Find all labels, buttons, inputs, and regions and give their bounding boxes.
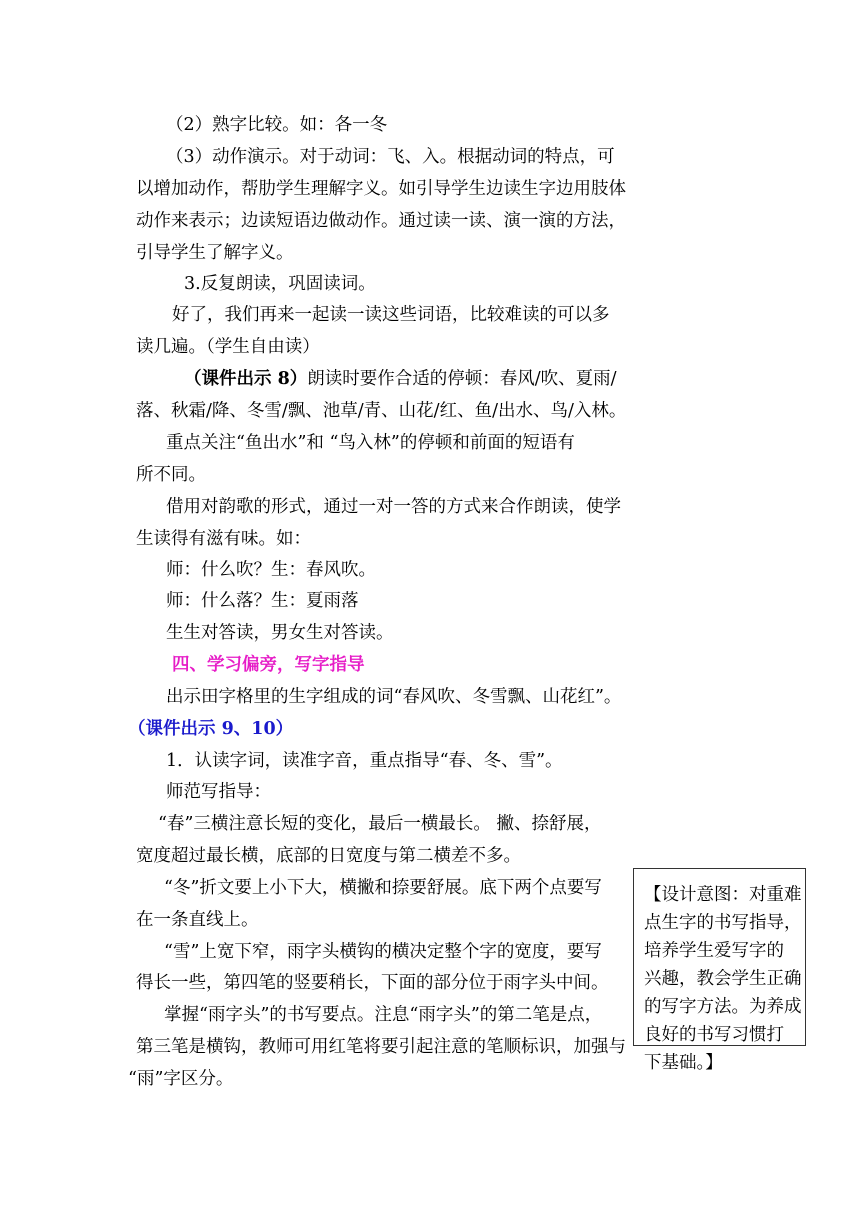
paragraph: 好了，我们再来一起读一读这些词语，比较难读的可以多 [172, 305, 610, 325]
design-intent-line: 【设计意图：对重难 [644, 885, 802, 905]
design-intent-line: 点生字的书写指导， [644, 913, 802, 933]
paragraph: “冬”折文要上小下大，横撇和捺要舒展。底下两个点要写 [164, 878, 602, 898]
paragraph: 1．认读字词，读准字音，重点指导“春、冬、雪”。 [166, 751, 563, 771]
design-intent-line: 下基础。】 [644, 1053, 723, 1073]
paragraph: 宽度超过最长横，底部的日宽度与第二横差不多。 [136, 846, 521, 866]
design-intent-box [633, 868, 806, 1073]
paragraph: 动作来表示；边读短语边做动作。通过读一读、演一演的方法， [136, 211, 626, 231]
paragraph: 引导学生了解字义。 [136, 243, 294, 263]
paragraph: 读几遍。（学生自由读） [136, 337, 320, 357]
paragraph: 师范写指导： [166, 782, 271, 802]
paragraph: 生生对答读，男女生对答读。 [166, 623, 394, 643]
paragraph: “雨”字区分。 [128, 1069, 234, 1089]
paragraph: “春”三横注意长短的变化，最后一横最长。 撇、捺舒展， [158, 814, 602, 834]
section-heading: 四、学习偏旁，写字指导 [172, 655, 365, 675]
design-intent-line: 兴趣，教会学生正确 [644, 969, 802, 989]
paragraph: 第三笔是横钩，教师可用红笔将要引起注意的笔顺标识，加强与 [136, 1037, 626, 1057]
paragraph: 得长一些，第四笔的竖要稍长，下面的部分位于雨字头中间。 [136, 973, 609, 993]
paragraph: 3.反复朗读，巩固读词。 [184, 274, 376, 294]
paragraph: 师：什么落？生：夏雨落 [166, 591, 359, 611]
paragraph: 借用对韵歌的形式，通过一对一答的方式来合作朗读，使学 [166, 497, 621, 517]
paragraph: 师：什么吹？生：春风吹。 [166, 560, 376, 580]
paragraph: 落、秋霜/降、冬雪/飘、池草/青、山花/红、鱼/出水、鸟/入林。 [136, 401, 627, 421]
paragraph: 生读得有滋有味。如： [136, 529, 311, 549]
courseware-label: （课件出示 9、10） [128, 719, 294, 739]
paragraph: 重点关注“鱼出水”和 “鸟入林”的停顿和前面的短语有 [166, 433, 575, 453]
paragraph: 出示田字格里的生字组成的词“春风吹、冬雪飘、山花红”。 [166, 687, 622, 707]
paragraph: （3）动作演示。对于动词：飞、入。根据动词的特点，可 [166, 147, 615, 167]
courseware-label: （课件出示 8） [184, 369, 308, 389]
paragraph: 在一条直线上。 [136, 910, 259, 930]
courseware-paragraph [184, 368, 617, 390]
design-intent-line: 良好的书写习惯打 [644, 1025, 784, 1045]
paragraph: “雪”上宽下窄，雨字头横钩的横决定整个字的宽度，要写 [164, 942, 602, 962]
paragraph-text: 朗读时要作合适的停顿：春风/吹、夏雨/ [307, 369, 617, 389]
design-intent-line: 培养学生爱写字的 [644, 941, 784, 961]
paragraph: 掌握“雨字头”的书写要点。注息“雨字头”的第二笔是点， [164, 1005, 603, 1025]
design-intent-line: 的写字方法。为养成 [644, 997, 802, 1017]
paragraph: （2）熟字比较。如：各一冬 [166, 115, 388, 135]
paragraph: 所不同。 [136, 465, 206, 485]
paragraph: 以增加动作，帮肋学生理解字义。如引导学生边读生字边用肢体 [136, 179, 626, 199]
